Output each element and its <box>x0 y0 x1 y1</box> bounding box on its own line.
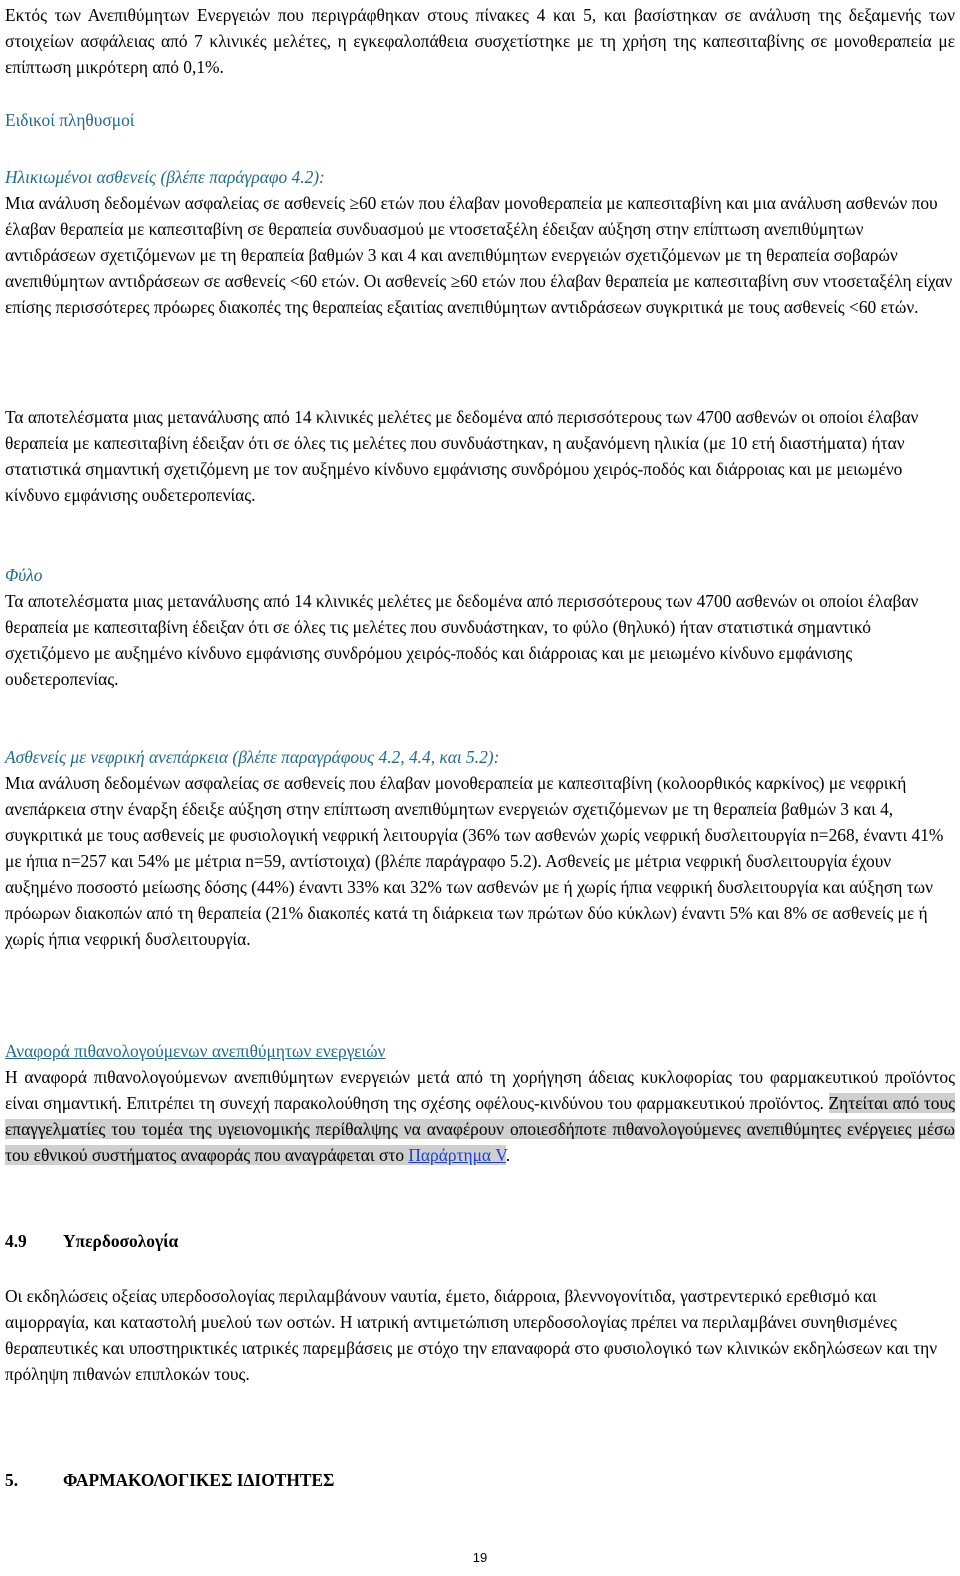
elderly-paragraph <box>5 190 955 320</box>
gender-paragraph: Τα αποτελέσματα μιας μετανάλυσης από 14 κλινικές μελέτες με δεδομένα από περισσότερους των 4700 ασθενών οι οποίοι έλαβαν θεραπεία με καπεσιταβίνη έδειξαν ότι σε όλες τις μελέτες που συνδυάστηκαν, το φύλο (θηλυκό) ήταν στατιστικά σημαντικό σχετιζόμενο με αυξημένο κίνδυνο εμφάνισης συνδρόμου χειρός-ποδός και διάρροιας και με μειωμένο κίνδυνο εμφάνισης ουδετεροπενίας. <box>5 591 919 689</box>
document-page <box>5 0 955 1576</box>
section-4-9-title: Υπερδοσολογία <box>63 1231 179 1251</box>
page-number: 19 <box>472 1550 488 1565</box>
overdose-paragraph: Οι εκδηλώσεις οξείας υπερδοσολογίας περιλαμβάνουν ναυτία, έμετο, διάρροια, βλεννογονίτιδα, γαστρεντερικό ερεθισμό και αιμορραγία, και καταστολή μυελού των οστών. Η ιατρική αντιμετώπιση υπερδοσολογίας πρέπει να περιλαμβάνει συνηθισμένες θεραπευτικές και υποστηρικτικές ιατρικές παρεμβάσεις με στόχο την επαναφορά στο φυσιολογικό των κλινικών εκδηλώσεων και την πρόληψη πιθανών επιπλοκών τους. <box>5 1286 938 1384</box>
gender-heading: Φύλο <box>5 565 43 585</box>
section-5-title: ΦΑΡΜΑΚΟΛΟΓΙΚΕΣ ΙΔΙΟΤΗΤΕΣ <box>63 1470 335 1490</box>
appendix-v-link[interactable]: Παράρτημα V <box>408 1145 506 1165</box>
elderly-text-b: 60 ετών που έλαβαν μονοθεραπεία με καπεσιταβίνη και μια ανάλυση ασθενών που έλαβαν θεραπεία με καπεσιταβίνη σε θεραπεία συνδυασμού με ντοσεταξέλη έδειξαν αύξηση στην επίπτωση ανεπιθύμητων αντιδράσεων σχετιζόμενων με τη θεραπεία βαθμών 3 και 4 και ανεπιθύμητων ενεργειών σχετιζόμενων με τη θεραπεία σοβαρών ανεπιθύμητων αντιδράσεων σε ασθενείς <60 ετών. Οι ασθενείς <box>5 193 938 291</box>
ge-symbol: ≥ <box>349 193 359 213</box>
reporting-highlighted-text: Ζητείται από τους επαγγελματίες του τομέα της υγειονομικής περίθαλψης να αναφέρουν οποιεσδήποτε πιθανολογούμενες ανεπιθύμητες ενέργειες μέσω του εθνικού συστήματος αναφοράς που αναγράφεται στο <box>5 1093 956 1165</box>
ge-symbol: ≥ <box>450 271 461 291</box>
section-4-9-number: 4.9 <box>5 1231 27 1251</box>
intro-paragraph: Εκτός των Ανεπιθύμητων Ενεργειών που περιγράφθηκαν στους πίνακες 4 και 5, και βασίστηκαν σε ανάλυση της δεξαμενής των στοιχείων ασφάλειας από 7 κλινικές μελέτες, η εγκεφαλοπάθεια συσχετίστηκε με τη χρήση της καπεσιταβίνης σε μονοθεραπεία με επίπτωση μικρότερη από 0,1%. <box>5 5 955 77</box>
adverse-reporting-paragraph <box>5 1064 955 1168</box>
section-5-number: 5. <box>5 1470 19 1490</box>
meta-analysis-age-paragraph: Τα αποτελέσματα μιας μετανάλυσης από 14 κλινικές μελέτες με δεδομένα από περισσότερους των 4700 ασθενών οι οποίοι έλαβαν θεραπεία με καπεσιταβίνη έδειξαν ότι σε όλες τις μελέτες που συνδυάστηκαν, η αυξανόμενη ηλικία (με 10 ετή διαστήματα) ήταν στατιστικά σημαντική σχετιζόμενη με τον αυξημένο κίνδυνο εμφάνισης συνδρόμου χειρός-ποδός και διάρροιας και με μειωμένο κίνδυνο εμφάνισης ουδετεροπενίας. <box>5 407 919 505</box>
reporting-text: Η αναφορά πιθανολογούμενων ανεπιθύμητων ενεργειών μετά από τη χορήγηση άδειας κυκλοφορίας του φαρμακευτικού προϊόντος είναι σημαντική. Επιτρέπει τη συνεχή παρακολούθηση της σχέσης οφέλους-κινδύνου του φαρμακευτικού προϊόντος. <box>5 1067 955 1113</box>
adverse-reporting-heading: Αναφορά πιθανολογούμενων ανεπιθύμητων ενεργειών <box>5 1041 386 1061</box>
renal-impairment-heading: Ασθενείς με νεφρική ανεπάρκεια (βλέπε παραγράφους 4.2, 4.4, και 5.2): <box>5 747 500 767</box>
elderly-text-c: 60 ετών που έλαβαν θεραπεία με καπεσιταβίνη συν ντοσεταξέλη είχαν επίσης περισσότερες πρόωρες διακοπές της θεραπείας εξαιτίας ανεπιθύμητων αντιδράσεων συγκριτικά με τους ασθενείς <60 ετών. <box>5 271 953 317</box>
special-populations-heading: Ειδικοί πληθυσμοί <box>5 110 135 130</box>
elderly-heading: Ηλικιωμένοι ασθενείς (βλέπε παράγραφο 4.2): <box>5 167 325 187</box>
renal-impairment-paragraph: Μια ανάλυση δεδομένων ασφαλείας σε ασθενείς που έλαβαν μονοθεραπεία με καπεσιταβίνη (κολοορθικός καρκίνος) με νεφρική ανεπάρκεια στην έναρξη έδειξε αύξηση στην επίπτωση ανεπιθύμητων ενεργειών σχετιζόμενων με τη θεραπεία βαθμών 3 και 4, συγκριτικά με τους ασθενείς με φυσιολογική νεφρική λειτουργία (36% των ασθενών χωρίς νεφρική δυσλειτουργία n=268, έναντι 41% με ήπια n=257 και 54% με μέτρια n=59, αντίστοιχα) (βλέπε παράγραφο 5.2). Ασθενείς με μέτρια νεφρική δυσλειτουργία έχουν αυξημένο ποσοστό μείωσης δόσης (44%) έναντι 33% και 32% των ασθενών με ή χωρίς ήπια νεφρική δυσλειτουργία και αύξηση των πρόωρων διακοπών από τη θεραπεία (21% διακοπές κατά τη διάρκεια των πρώτων δύο κύκλων) έναντι 5% και 8% σε ασθενείς με ή χωρίς ήπια νεφρική δυσλειτουργία. <box>5 773 944 949</box>
elderly-text-a: Μια ανάλυση δεδομένων ασφαλείας σε ασθενείς <box>5 193 350 213</box>
reporting-end: . <box>505 1145 511 1165</box>
